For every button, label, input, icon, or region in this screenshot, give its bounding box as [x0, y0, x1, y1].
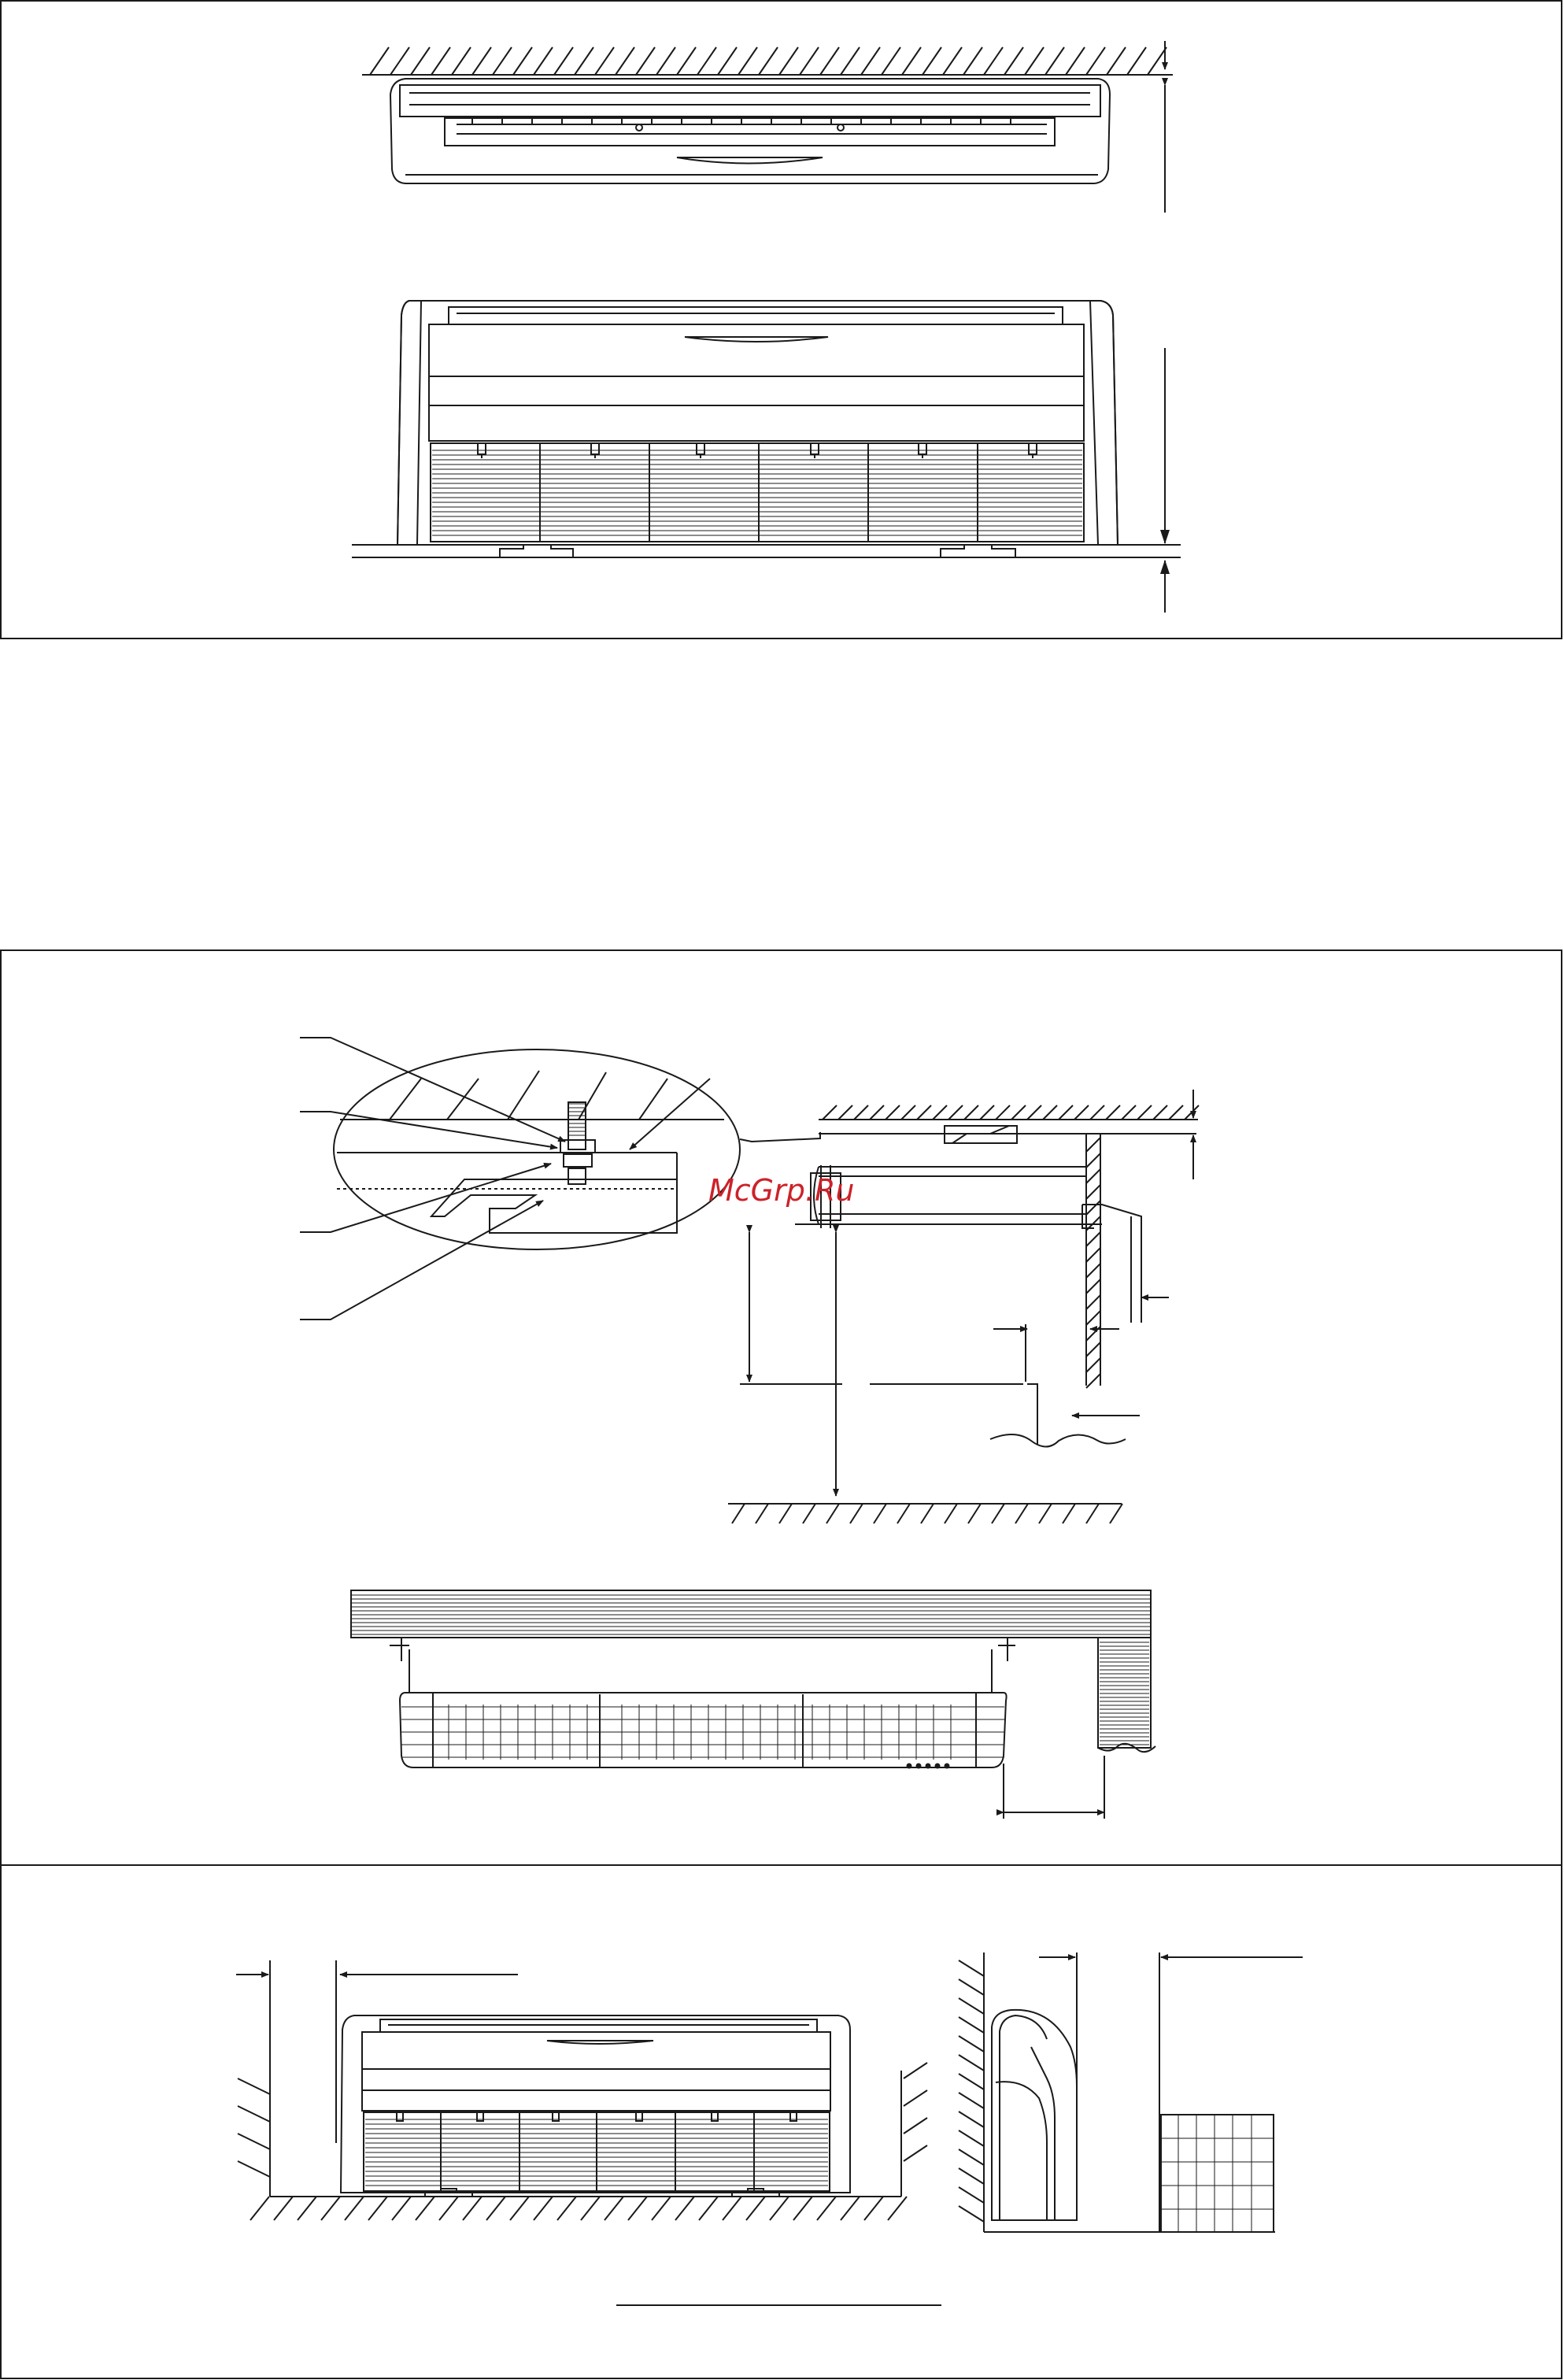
ceiling-hatch	[370, 47, 1167, 75]
panel-frame-bottom	[1, 1865, 1562, 2378]
ceiling-indoor-unit	[390, 79, 1110, 183]
watermark-text: McGrp.Ru	[708, 1173, 855, 1208]
panel-frame-middle	[1, 950, 1562, 1865]
panel-frame-top	[1, 1, 1562, 638]
ceiling-unit-front-view	[351, 1590, 1155, 1819]
floor-indoor-unit	[397, 301, 1118, 545]
floor-unit-clearance-front	[236, 1960, 927, 2220]
bolt-detail-magnifier	[334, 1049, 820, 1249]
ceiling-section-view	[728, 1090, 1199, 1523]
floor-unit-clearance-side	[959, 1952, 1303, 2232]
